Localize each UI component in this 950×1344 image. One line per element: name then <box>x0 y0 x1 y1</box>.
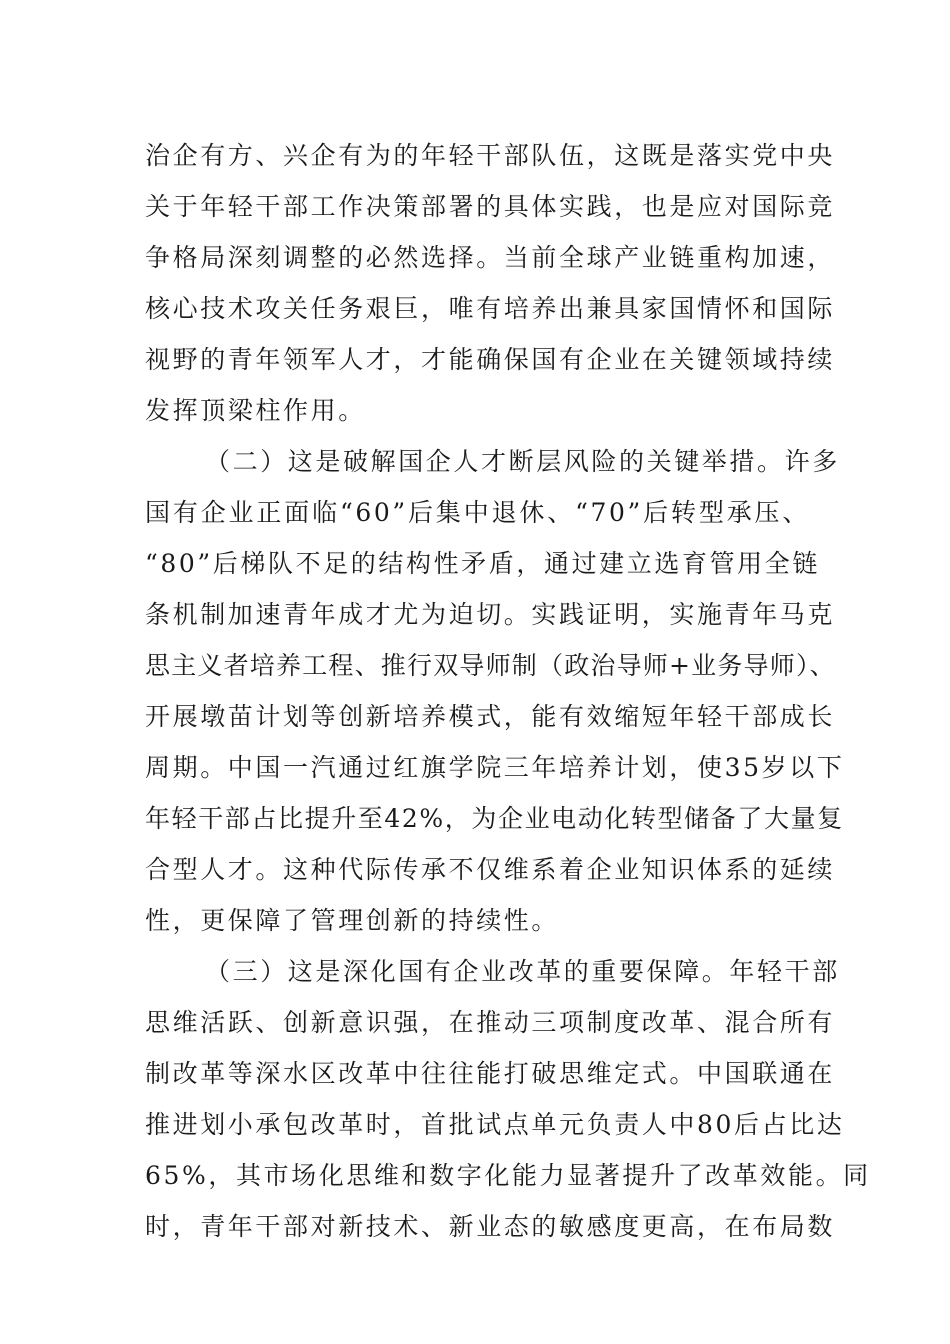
text-line: 治企有方、兴企有为的年轻干部队伍，这既是落实党中央 <box>145 141 836 170</box>
text-line: （二）这是破解国企人才断层风险的关键举措。许多 <box>205 447 840 476</box>
text-line: （三）这是深化国有企业改革的重要保障。年轻干部 <box>205 957 840 986</box>
paragraph-3 <box>145 946 871 1252</box>
text-line: 年轻干部占比提升至42%，为企业电动化转型储备了大量复 <box>145 804 844 833</box>
text-line: “80”后梯队不足的结构性矛盾，通过建立选育管用全链 <box>145 549 820 578</box>
text-line: 视野的青年领军人才，才能确保国有企业在关键领域持续 <box>145 345 836 374</box>
text-line: 时，青年干部对新技术、新业态的敏感度更高，在布局数 <box>145 1212 836 1241</box>
text-line: 性，更保障了管理创新的持续性。 <box>145 906 560 935</box>
text-line: 制改革等深水区改革中往往能打破思维定式。中国联通在 <box>145 1059 836 1088</box>
document-body <box>145 130 871 1252</box>
text-line: 国有企业正面临“60”后集中退休、“70”后转型承压、 <box>145 498 810 527</box>
text-line: 核心技术攻关任务艰巨，唯有培养出兼具家国情怀和国际 <box>145 294 836 323</box>
text-line: 关于年轻干部工作决策部署的具体实践，也是应对国际竞 <box>145 192 836 221</box>
text-line: 争格局深刻调整的必然选择。当前全球产业链重构加速， <box>145 243 836 272</box>
text-line: 推进划小承包改革时，首批试点单元负责人中80后占比达 <box>145 1110 845 1139</box>
paragraph-1 <box>145 130 836 436</box>
paragraph-2 <box>145 436 845 946</box>
text-line: 思主义者培养工程、推行双导师制（政治导师+业务导师）、 <box>145 651 836 680</box>
text-line: 思维活跃、创新意识强，在推动三项制度改革、混合所有 <box>145 1008 836 1037</box>
text-line: 合型人才。这种代际传承不仅维系着企业知识体系的延续 <box>145 855 836 884</box>
text-line: 条机制加速青年成才尤为迫切。实践证明，实施青年马克 <box>145 600 836 629</box>
text-line: 周期。中国一汽通过红旗学院三年培养计划，使35岁以下 <box>145 753 845 782</box>
text-line: 发挥顶梁柱作用。 <box>145 396 366 425</box>
text-line: 65%，其市场化思维和数字化能力显著提升了改革效能。同 <box>145 1161 871 1190</box>
text-line: 开展墩苗计划等创新培养模式，能有效缩短年轻干部成长 <box>145 702 836 731</box>
